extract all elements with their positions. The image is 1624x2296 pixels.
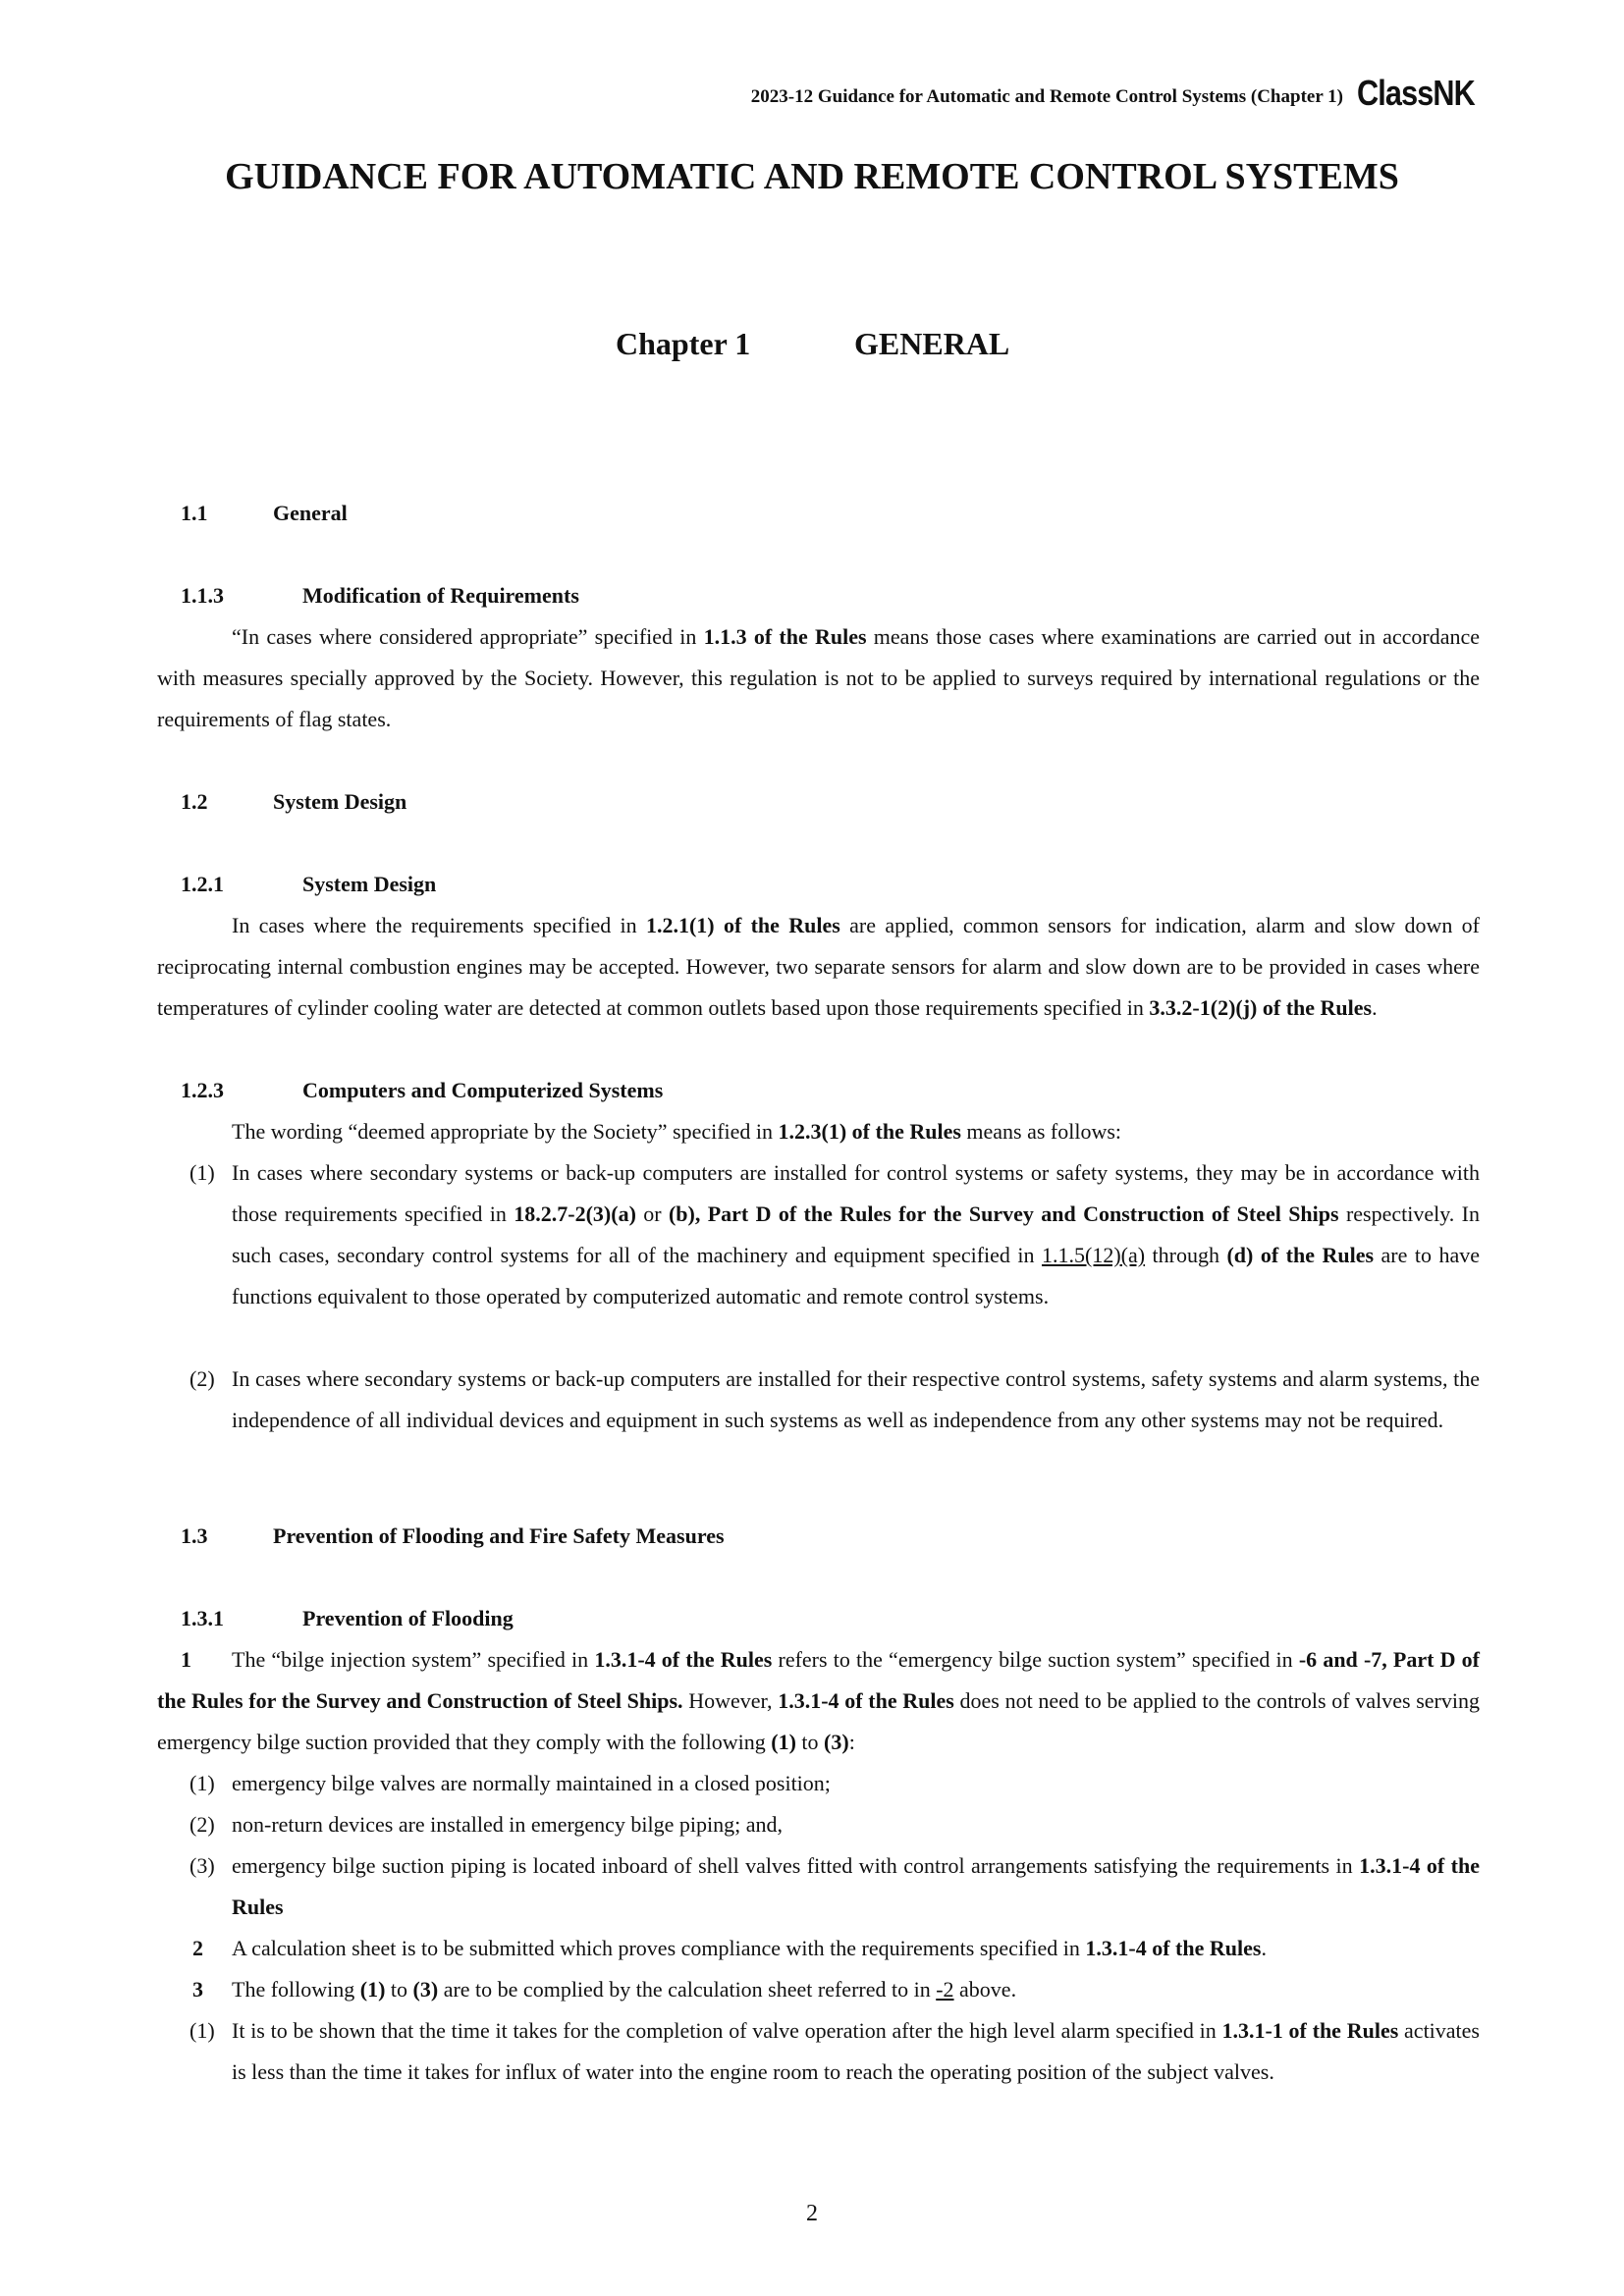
section-1-1-3-heading	[181, 582, 579, 610]
section-number: 1.2	[181, 789, 208, 814]
list-marker: (2)	[189, 1812, 215, 1837]
paragraph-marker: 1	[181, 1647, 191, 1672]
section-1-3-heading	[181, 1522, 725, 1550]
section-title: Prevention of Flooding and Fire Safety Measures	[273, 1523, 725, 1548]
section-number: 1.3.1	[181, 1606, 224, 1630]
section-title: System Design	[273, 789, 407, 814]
list-marker: (1)	[189, 1160, 215, 1185]
section-title: Prevention of Flooding	[302, 1606, 514, 1630]
cross-reference-link[interactable]: 1.1.5(12)(a)	[1042, 1243, 1146, 1267]
section-number: 1.1.3	[181, 583, 224, 608]
section-title: General	[273, 501, 348, 525]
section-number: 1.1	[181, 501, 208, 525]
chapter-heading	[616, 326, 1009, 362]
section-1-2-3-heading	[181, 1077, 663, 1104]
section-title: Computers and Computerized Systems	[302, 1078, 664, 1102]
document-title: GUIDANCE FOR AUTOMATIC AND REMOTE CONTROL SYSTEMS	[225, 156, 1399, 197]
section-title: System Design	[302, 872, 437, 896]
section-1-3-1-heading	[181, 1605, 514, 1632]
running-header: 2023-12 Guidance for Automatic and Remote Control Systems (Chapter 1)	[750, 86, 1343, 107]
section-1-2-3-intro: The wording “deemed appropriate by the Society” specified in 1.2.3(1) of the Rules means as follows:	[232, 1119, 1122, 1144]
chapter-number: Chapter 1	[616, 326, 751, 361]
section-number: 1.2.3	[181, 1078, 224, 1102]
list-marker: (1)	[189, 2018, 215, 2043]
list-item: (3) emergency bilge suction piping is located inboard of shell valves fitted with control arrangements satisfying the requirements in 1.3.1-4 of the Rules	[232, 1845, 1480, 1928]
numbered-paragraph-1: 1 The “bilge injection system” specified in 1.3.1-4 of the Rules refers to the “emergency bilge suction system” specified in -6 and -7, Part D of the Rules for the Survey and Construction of Steel Ships. However, 1.3.1-4 of the Rules does not need to be applied to the controls of valves serving emergency bilge suction provided that they comply with the following (1) to (3):	[157, 1639, 1480, 1763]
list-item: (2) non-return devices are installed in emergency bilge piping; and,	[232, 1804, 1480, 1845]
list-item: (1) It is to be shown that the time it takes for the completion of valve operation after the high level alarm specified in 1.3.1-1 of the Rules activates is less than the time it takes for influx of water into the engine room to reach the operating position of the subject valves.	[232, 2010, 1480, 2093]
section-1-2-heading	[181, 788, 406, 816]
list-item: (1) In cases where secondary systems or back-up computers are installed for control systems or safety systems, they may be in accordance with those requirements specified in 18.2.7-2(3)(a) or (b), Part D of the Rules for the Survey and Construction of Steel Ships respectively. In such cases, secondary control systems for all of the machinery and equipment specified in 1.1.5(12)(a) through (d) of the Rules are to have functions equivalent to those operated by computerized automatic and remote control systems.	[232, 1152, 1480, 1317]
classnk-logo: ClassNK	[1357, 73, 1475, 113]
list-item: (2) In cases where secondary systems or back-up computers are installed for their respective control systems, safety systems and alarm systems, the independence of all individual devices and equipment in such systems as well as independence from any other systems may not be required.	[232, 1359, 1480, 1441]
list-marker: (3)	[189, 1853, 215, 1878]
paragraph-marker: 2	[192, 1936, 203, 1960]
paragraph-marker: 3	[192, 1977, 203, 2002]
section-number: 1.2.1	[181, 872, 224, 896]
section-1-2-1-heading	[181, 871, 436, 898]
list-marker: (2)	[189, 1366, 215, 1391]
list-item: (1) emergency bilge valves are normally maintained in a closed position;	[232, 1763, 1480, 1804]
numbered-paragraph-2: 2 A calculation sheet is to be submitted which proves compliance with the requirements specified in 1.3.1-4 of the Rules.	[232, 1928, 1480, 1969]
chapter-name: GENERAL	[854, 326, 1010, 361]
section-number: 1.3	[181, 1523, 208, 1548]
section-1-1-3-paragraph: “In cases where considered appropriate” specified in 1.1.3 of the Rules means those cases where examinations are carried out in accordance with measures specially approved by the Society. However, this regulation is not to be applied to surveys required by international regulations or the requirements of flag states.	[157, 624, 1480, 731]
numbered-paragraph-3: 3 The following (1) to (3) are to be complied by the calculation sheet referred to in -2 above.	[232, 1969, 1480, 2010]
section-1-1-heading	[181, 500, 348, 527]
page-number: 2	[806, 2201, 818, 2226]
section-1-2-1-paragraph: In cases where the requirements specified in 1.2.1(1) of the Rules are applied, common sensors for indication, alarm and slow down of reciprocating internal combustion engines may be accepted. However, two separate sensors for alarm and slow down are to be provided in cases where temperatures of cylinder cooling water are detected at common outlets based upon those requirements specified in 3.3.2-1(2)(j) of the Rules.	[157, 913, 1480, 1020]
cross-reference-link[interactable]: -2	[936, 1977, 954, 2002]
section-title: Modification of Requirements	[302, 583, 579, 608]
list-marker: (1)	[189, 1771, 215, 1795]
